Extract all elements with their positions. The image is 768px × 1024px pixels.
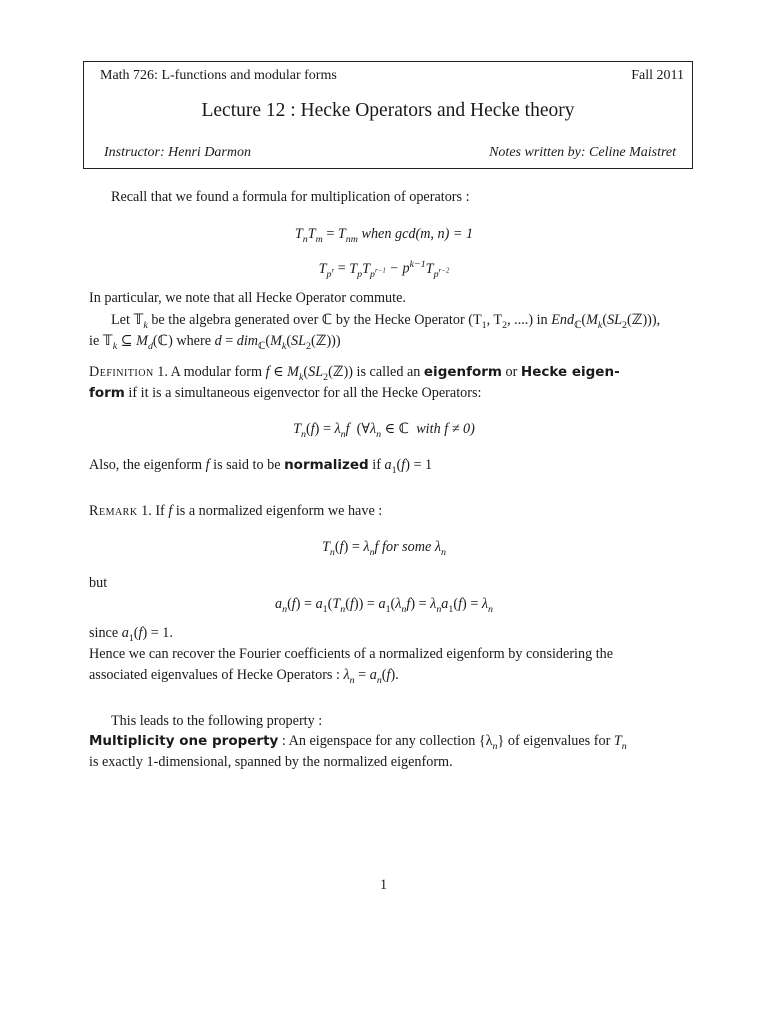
equation-4: $T_n(f) = \lambda_nf$ for some $\lambda_n$ xyxy=(322,539,446,558)
equation-1: $T_nT_m = T_{nm}$ when gcd(m, n) = 1 xyxy=(294,226,474,245)
hence-line-2: associated eigenvalues of Hecke Operators : $\lambda_n = a_n(f)$. xyxy=(89,667,399,686)
remark-1: Remark 1. If f is a normalized eigenform we have : xyxy=(89,503,383,519)
remark-number: 1. xyxy=(141,503,152,519)
multiplicity-one-line-2: is exactly 1-dimensional, spanned by the normalized eigenform. xyxy=(89,754,453,770)
let-text-b: be the algebra generated over xyxy=(147,312,322,328)
ie-text-b: where xyxy=(172,333,215,349)
definition-or: or xyxy=(502,364,521,380)
remark-label: Remark xyxy=(89,503,138,519)
form-term: form xyxy=(89,385,125,401)
since-line: since $a_1(f) = 1$. xyxy=(89,625,173,644)
since-text: since xyxy=(89,625,122,641)
term: Fall 2011 xyxy=(631,68,684,83)
eigenform-term: eigenform xyxy=(423,364,502,380)
equation-3: $T_n(f) = \lambda_nf$ ($\forall\lambda_n$ ∈ ℂ with f ≠ 0) xyxy=(293,421,475,440)
let-text-d: , T xyxy=(486,312,503,328)
also-text-a: Also, the eigenform xyxy=(89,457,206,473)
hence-line-2-text: associated eigenvalues of Hecke Operators : xyxy=(89,667,344,683)
ie-text-a: ie xyxy=(89,333,103,349)
hecke-eigenform-term: Hecke eigen- xyxy=(520,364,620,380)
hence-line-1: Hence we can recover the Fourier coefficients of a normalized eigenform by considering the xyxy=(89,646,614,662)
normalized-sentence: Also, the eigenform f is said to be normalized if $a_1(f) = 1$ xyxy=(89,457,433,476)
definition-text-a: A modular form xyxy=(170,364,266,380)
equation-3-condition: with f ≠ 0) xyxy=(416,421,475,437)
equation-2: $T_{p^r} = T_pT_{p^{r-1}} - p^{k-1}T_{p^{r-2}}$ xyxy=(318,259,450,280)
but-word: but xyxy=(89,575,108,591)
remark-text-b: is a normalized eigenform we have : xyxy=(172,503,383,519)
definition-1-line-1: Definition 1. A modular form f ∈ $M_k(SL_2(ℤ))$ is called an eigenform or Hecke eigen- xyxy=(89,364,620,383)
commute-sentence: In particular, we note that all Hecke Operator commute. xyxy=(89,290,406,306)
equation-4-text: for some xyxy=(382,539,432,555)
also-text-c: if xyxy=(368,457,385,473)
algebra-definition-line: Let 𝕋$_k$ be the algebra generated over ℂ by the Hecke Operator ($T_1$, $T_2$, ....) in $End_ℂ(M_k(SL_2(ℤ)))$, xyxy=(111,312,661,331)
lecture-title: Lecture 12 : Hecke Operators and Hecke theory xyxy=(201,100,575,121)
also-text-b: is said to be xyxy=(209,457,285,473)
leads-sentence: This leads to the following property : xyxy=(111,713,323,729)
multiplicity-one-line-1: Multiplicity one property : An eigenspace for any collection $\{\lambda_n\}$ of eigenvalues for $T_n$ xyxy=(89,733,627,752)
algebra-inclusion-line: ie 𝕋$_k$ ⊆ $M_d(ℂ)$ where $d = dim_ℂ(M_k(SL_2(ℤ)))$ xyxy=(89,333,341,352)
normalized-term: normalized xyxy=(284,457,369,473)
recall-sentence: Recall that we found a formula for multiplication of operators : xyxy=(111,189,470,205)
let-text-e: , ....) in xyxy=(507,312,552,328)
multiplicity-one-term: Multiplicity one property xyxy=(89,733,279,749)
definition-label: Definition xyxy=(89,364,154,380)
equation-1-condition: when gcd(m, n) = 1 xyxy=(361,226,474,242)
definition-1-line-2 xyxy=(89,385,481,402)
lecture-header-box xyxy=(83,61,693,169)
definition-text-b: is called an xyxy=(352,364,424,380)
course-name: Math 726: L-functions and modular forms xyxy=(100,68,337,83)
multiplicity-text-b: } of eigenvalues for xyxy=(497,733,614,749)
notes-author: Notes written by: Celine Maistret xyxy=(489,145,676,160)
instructor: Instructor: Henri Darmon xyxy=(104,145,251,160)
let-text-c: by the Hecke Operator (T xyxy=(332,312,482,328)
definition-line-2-text: if it is a simultaneous eigenvector for all the Hecke Operators: xyxy=(124,385,482,401)
remark-text-a: If xyxy=(155,503,169,519)
let-text-a: Let xyxy=(111,312,134,328)
multiplicity-text-a: : An eigenspace for any collection {λ xyxy=(278,733,493,749)
definition-number: 1. xyxy=(157,364,168,380)
equation-2-minus: − p xyxy=(385,260,410,277)
equation-5: $a_n(f) = a_1(T_n(f)) = a_1(\lambda_nf) = \lambda_na_1(f) = \lambda_n$ xyxy=(275,596,493,615)
page-number: 1 xyxy=(380,877,388,893)
